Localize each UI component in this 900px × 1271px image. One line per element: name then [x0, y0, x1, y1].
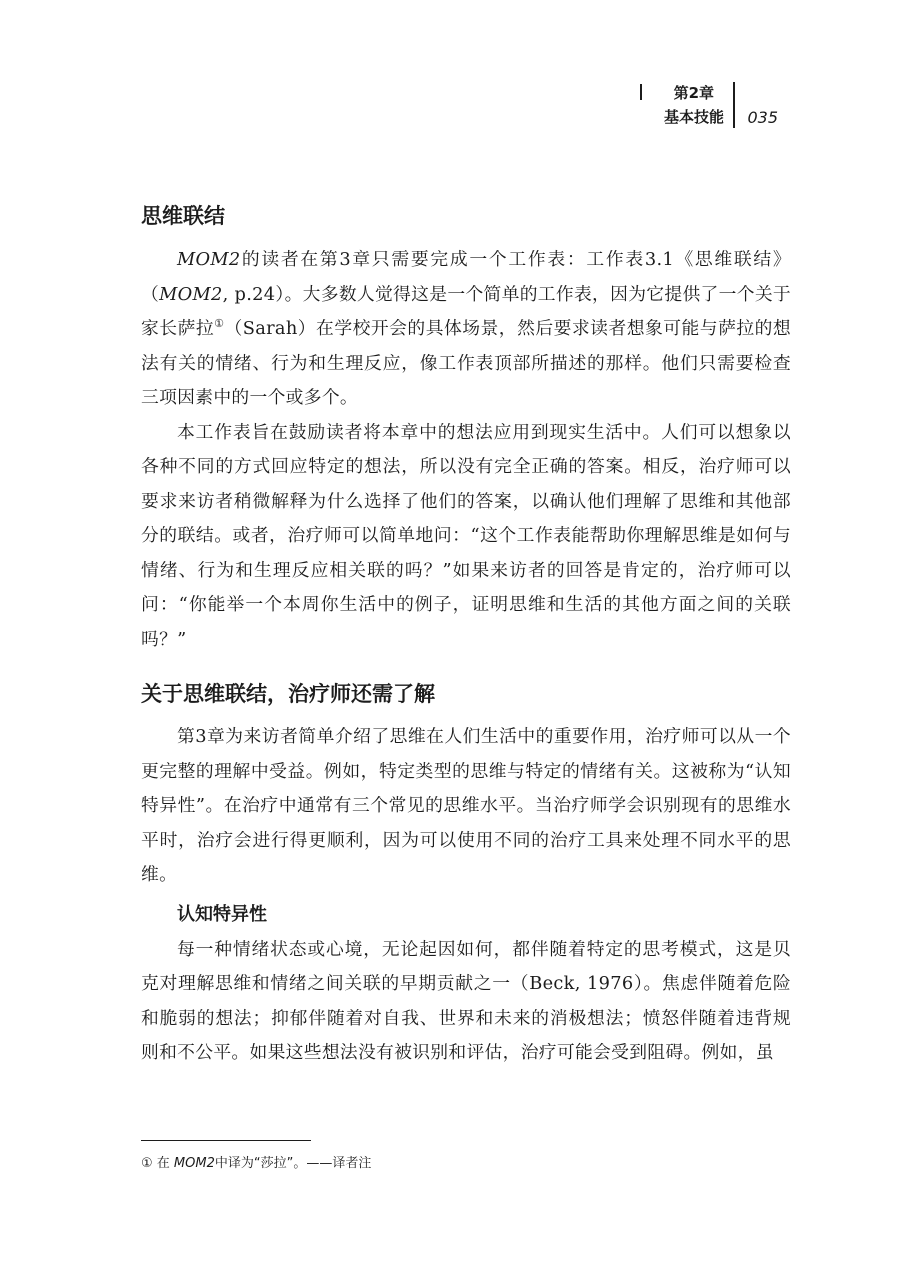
- subheading: 认知特异性: [177, 903, 267, 925]
- paragraph: 每一种情绪状态或心境，无论起因如何，都伴随着特定的思考模式，这是贝克对理解思维和情绪之间关联的早期贡献之一（Beck, 1976）。焦虑伴随着危险和脆弱的想法；抑郁伴随着对自我、世界和未来的消极想法；愤怒伴随着违背规则和不公平。如果这些想法没有被识别和评估，治疗可能会受到阻碍。例如，虽: [141, 938, 791, 1063]
- footnote-divider: [141, 1140, 311, 1141]
- book-title: MOM2: [173, 1156, 215, 1171]
- section-heading: 思维联结: [141, 204, 225, 228]
- section-label: 基本技能: [663, 108, 724, 126]
- header-divider: [733, 82, 735, 128]
- paragraph: [141, 243, 791, 416]
- chapter-label: 第2章: [673, 84, 714, 102]
- text-span: 在: [152, 1156, 174, 1171]
- running-header: [582, 82, 782, 130]
- section-heading: 关于思维联结，治疗师还需了解: [141, 682, 435, 706]
- footnote-marker[interactable]: ①: [214, 317, 225, 331]
- book-title: MOM2: [177, 249, 241, 270]
- text-span: , p.24）。大多数人觉得这是一个简单的工作表，因为它提供了一个关于家长萨拉: [141, 283, 791, 339]
- paragraph: 第3章为来访者简单介绍了思维在人们生活中的重要作用，治疗师可以从一个更完整的理解中受益。例如，特定类型的思维与特定的情绪有关。这被称为“认知特异性”。在治疗中通常有三个常见的思维水平。当治疗师学会识别现有的思维水平时，治疗会进行得更顺利，因为可以使用不同的治疗工具来处理不同水平的思维。: [141, 726, 791, 885]
- page-number: 035: [747, 108, 778, 127]
- page-body: [141, 200, 791, 1071]
- footnote-marker: ①: [141, 1156, 153, 1171]
- header-divider: [640, 84, 642, 100]
- paragraph: 本工作表旨在鼓励读者将本章中的想法应用到现实生活中。人们可以想象以各种不同的方式回应特定的想法，所以没有完全正确的答案。相反，治疗师可以要求来访者稍微解释为什么选择了他们的答案，以确认他们理解了思维和其他部分的联结。或者，治疗师可以简单地问：“这个工作表能帮助你理解思维是如何与情绪、行为和生理反应相关联的吗？”如果来访者的回答是肯定的，治疗师可以问：“你能举一个本周你生活中的例子，证明思维和生活的其他方面之间的关联吗？”: [141, 421, 791, 650]
- book-title: MOM2: [159, 283, 223, 305]
- text-span: 的读者在第3章只需要完成一个工作表：工作表3.1《思维联结》（: [141, 249, 791, 305]
- text-span: （Sarah）在学校开会的具体场景，然后要求读者想象可能与萨拉的想法有关的情绪、行为和生理反应，像工作表顶部所描述的那样。他们只需要检查三项因素中的一个或多个。: [141, 318, 791, 408]
- footnote: [141, 1154, 371, 1174]
- text-span: 中译为“莎拉”。——译者注: [214, 1156, 372, 1171]
